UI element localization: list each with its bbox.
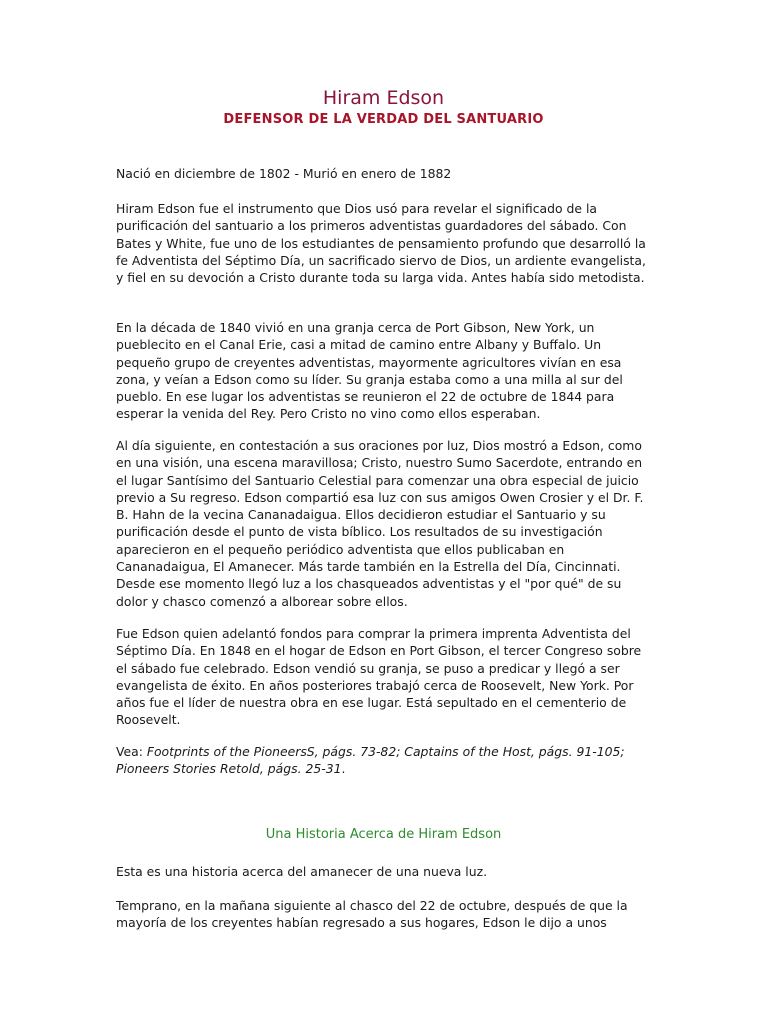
references-prefix: Vea: xyxy=(116,744,147,759)
references-titles: Footprints of the PioneersS, págs. 73-82; Captains of the Host, págs. 91-105; Pioneers Stories Retold, págs. 25-31 xyxy=(116,744,625,777)
paragraph-intro: Hiram Edson fue el instrumento que Dios usó para revelar el significado de la purificación del santuario a los primeros adventistas guardadores del sábado. Con Bates y White, fue uno de los estudiantes de pensamiento profundo que desarrolló la fe Adventista del Séptimo Día, un sacrificado siervo de Dios, un ardiente evangelista, y fiel en su devoción a Cristo durante toda su larga vida. Antes había sido metodista. xyxy=(116,201,646,286)
references-suffix: . xyxy=(341,761,346,777)
paragraph-printing-press: Fue Edson quien adelantó fondos para comprar la primera imprenta Adventista del Séptimo Día. En 1848 en el hogar de Edson en Port Gibson, el tercer Congreso sobre el sábado fue celebrado. Edson vendió su granja, se puso a predicar y llegó a ser evangelista de éxito. En años posteriores trabajó cerca de Roosevelt, New York. Por años fue el líder de nuestra obra en ese lugar. Está sepultado en el cementerio de Roosevelt. xyxy=(116,626,642,728)
section-title: Una Historia Acerca de Hiram Edson xyxy=(265,827,502,842)
section-paragraph-intro: Esta es una historia acerca del amanecer de una nueva luz. xyxy=(116,864,488,879)
page-title: Hiram Edson xyxy=(322,87,445,109)
section-paragraph-story: Temprano, en la mañana siguiente al chasco del 22 de octubre, después de que la mayoría de los creyentes habían regresado a sus hogares, Edson le dijo a unos xyxy=(116,898,628,931)
life-dates: Nació en diciembre de 1802 - Murió en enero de 1882 xyxy=(116,166,452,181)
page-subtitle: DEFENSOR DE LA VERDAD DEL SANTUARIO xyxy=(223,112,544,127)
paragraph-vision: Al día siguiente, en contestación a sus oraciones por luz, Dios mostró a Edson, como en una visión, una escena maravillosa; Cristo, nuestro Sumo Sacerdote, entrando en el lugar Santísimo del Santuario Celestial para comenzar una obra especial de juicio previo a Su regreso. Edson compartió esa luz con sus amigos Owen Crosier y el Dr. F. B. Hahn de la vecina Cananadaigua. Ellos decidieron estudiar el Santuario y su purificación desde el punto de vista bíblico. Los resultados de su investigación aparecieron en el pequeño periódico adventista que ellos publicaban en Cananadaigua, El Amanecer. Más tarde también en la Estrella del Día, Cincinnati. Desde ese momento llegó luz a los chasqueados adventistas y el "por qué" de su dolor y chasco comenzó a alborear sobre ellos. xyxy=(116,438,644,609)
paragraph-port-gibson: En la década de 1840 vivió en una granja cerca de Port Gibson, New York, un pueblecito en el Canal Erie, casi a mitad de camino entre Albany y Buffalo. Un pequeño grupo de creyentes adventistas, mayormente agricultores vivían en esa zona, y veían a Edson como su líder. Su granja estaba como a una milla al sur del pueblo. En ese lugar los adventistas se reunieron el 22 de octubre de 1844 para esperar la venida del Rey. Pero Cristo no vino como ellos esperaban. xyxy=(116,320,623,422)
references xyxy=(116,743,656,778)
